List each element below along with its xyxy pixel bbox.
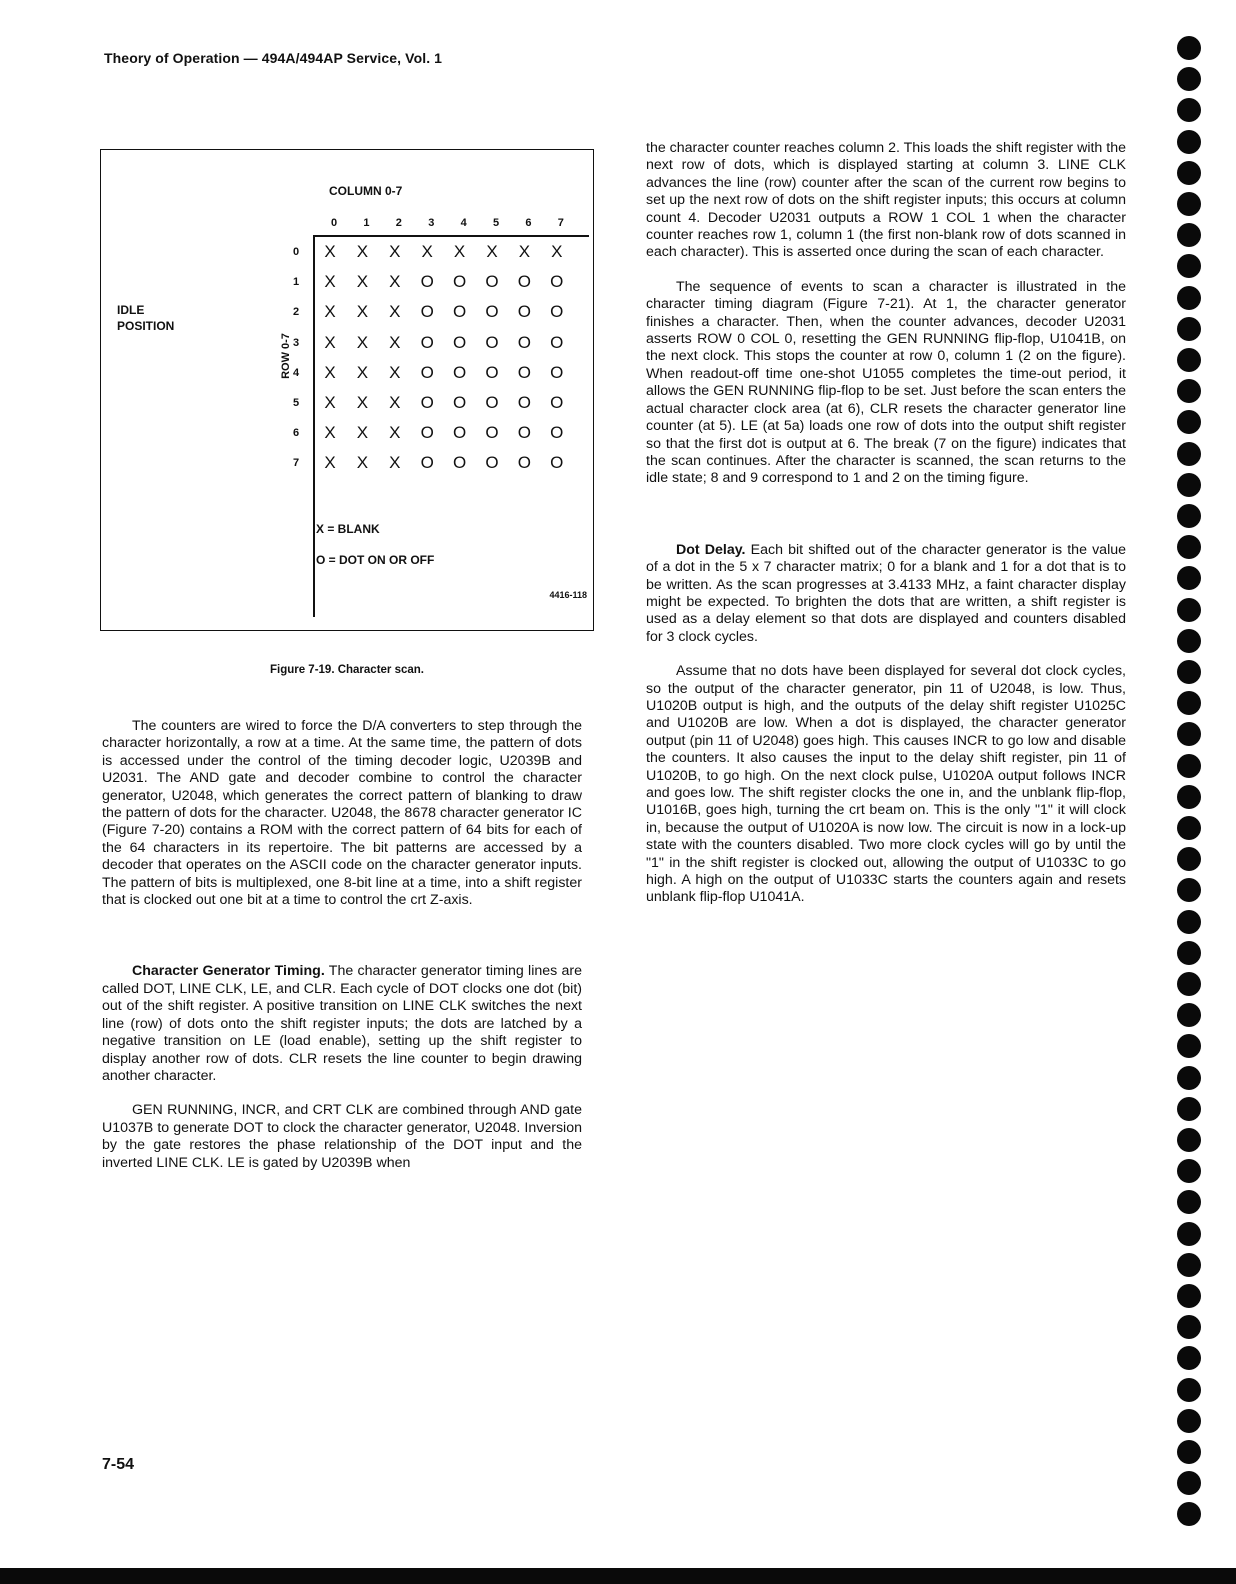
paragraph: The counters are wired to force the D/A converters to step through the character horizontally, a row at a time. At the same time, the pattern of dots is accessed under the control of the timing decoder logic, U2039B and U2031. The AND gate and decoder combine to control the character generator, U2048, which generates the correct pattern of blanking to draw the pattern of dots for the character. U2048, the 8678 character generator IC (Figure 7-20) contains a ROM with the correct pattern of 64 bits for each of the 64 characters in its repertoire. The bit patterns are accessed by a decoder that operates on the ASCII code on the character generator inputs. The pattern of bits is multiplexed, one 8-bit line at a time, into a shift register that is clocked out one bit at a time to control the crt Z-axis. — [102, 718, 582, 909]
binder-hole — [1177, 130, 1201, 154]
binder-hole — [1177, 379, 1201, 403]
binder-hole — [1177, 1315, 1201, 1339]
left-column — [102, 718, 582, 1172]
row-number: 0 — [293, 246, 300, 258]
binder-hole — [1177, 1128, 1201, 1152]
column-number: 6 — [525, 217, 532, 229]
binder-hole — [1177, 754, 1201, 778]
binder-hole — [1177, 1409, 1201, 1433]
row-number: 5 — [293, 397, 300, 409]
matrix-cell: O — [550, 362, 564, 382]
binder-holes — [1177, 36, 1207, 1566]
paragraph-heading: Character Generator Timing. — [132, 963, 325, 980]
column-number: 2 — [395, 217, 402, 229]
matrix-cell: O — [420, 332, 434, 352]
binder-hole — [1177, 254, 1201, 278]
matrix-cell: O — [517, 272, 531, 292]
matrix-cell: O — [420, 423, 434, 443]
row-number: 4 — [293, 366, 300, 379]
matrix-cell: X — [389, 242, 401, 261]
matrix-cell: X — [356, 393, 369, 412]
binder-hole — [1177, 1253, 1201, 1277]
matrix-cell: O — [452, 453, 467, 473]
matrix-cell: X — [356, 332, 369, 352]
matrix-cell: X — [324, 332, 336, 352]
matrix-cell: X — [551, 242, 563, 261]
matrix-cell: X — [356, 242, 369, 261]
matrix-cell: X — [389, 272, 401, 292]
matrix-cell: X — [421, 242, 433, 261]
binder-hole — [1177, 161, 1201, 185]
column-number: 4 — [460, 217, 467, 229]
matrix-cell: X — [324, 242, 336, 261]
matrix-cell: O — [485, 393, 499, 412]
matrix-cell: O — [517, 423, 531, 443]
matrix-cell: O — [550, 272, 564, 292]
matrix-cell: O — [420, 453, 434, 473]
binder-hole — [1177, 442, 1201, 466]
binder-hole — [1177, 878, 1201, 902]
matrix-cell: O — [452, 393, 467, 412]
binder-hole — [1177, 67, 1201, 91]
binder-hole — [1177, 910, 1201, 934]
matrix-cell: O — [420, 272, 434, 292]
binder-hole — [1177, 1159, 1201, 1183]
figure-code: 4416-118 — [549, 590, 587, 600]
legend-dot: O = DOT ON OR OFF — [316, 553, 435, 567]
matrix-cell: X — [356, 272, 369, 292]
matrix-cell: O — [550, 393, 564, 412]
row-number: 3 — [293, 336, 300, 349]
matrix-cell: X — [324, 302, 336, 322]
matrix-cell: X — [389, 423, 401, 443]
binder-hole — [1177, 847, 1201, 871]
binder-hole — [1177, 1066, 1201, 1090]
binder-hole — [1177, 1440, 1201, 1464]
binder-hole — [1177, 36, 1201, 60]
column-number: 3 — [428, 217, 435, 229]
figure-caption: Figure 7-19. Character scan. — [269, 664, 425, 676]
binder-hole — [1177, 941, 1201, 965]
page-number: 7-54 — [102, 1456, 135, 1473]
binder-hole — [1177, 348, 1201, 372]
binder-hole — [1177, 1190, 1201, 1214]
matrix-cell: X — [324, 393, 336, 412]
binder-hole — [1177, 1097, 1201, 1121]
binder-hole — [1177, 785, 1201, 809]
matrix-cell: X — [389, 453, 401, 473]
binder-hole — [1177, 722, 1201, 746]
running-header: Theory of Operation — 494A/494AP Service, Vol. 1 — [104, 50, 443, 66]
matrix-cell: O — [452, 362, 467, 382]
binder-hole — [1177, 691, 1201, 715]
right-column — [646, 140, 1126, 907]
paragraph-body: Each bit shifted out of the character generator is the value of a dot in the 5 x 7 character matrix; 0 for a blank and 1 for a dot that is to be written. As the scan progresses at 3.4133 MHz, a faint character display might be expected. To brighten the dots that are written, a shift register is used as a delay element so that dots are displayed and counters disabled for 3 clock cycles. — [646, 541, 1126, 645]
column-number: 0 — [331, 217, 338, 229]
binder-hole — [1177, 660, 1201, 684]
binder-hole — [1177, 1471, 1201, 1495]
matrix-cell: O — [420, 362, 434, 382]
row-number: 2 — [293, 306, 300, 319]
legend-blank: X = BLANK — [316, 522, 380, 536]
matrix-cell: X — [389, 302, 401, 322]
column-number: 1 — [363, 217, 370, 229]
binder-hole — [1177, 566, 1201, 590]
binder-hole — [1177, 473, 1201, 497]
matrix-cell: X — [453, 242, 466, 261]
column-number: 5 — [493, 217, 500, 229]
matrix-cell: O — [485, 453, 499, 473]
bottom-edge-bar — [0, 1568, 1236, 1584]
matrix-cell: O — [420, 302, 434, 322]
binder-hole — [1177, 286, 1201, 310]
matrix-cell: X — [356, 453, 369, 473]
matrix-cell: X — [389, 393, 401, 412]
paragraph: the character counter reaches column 2. This loads the shift register with the next row of dots, which is displayed starting at column 3. LINE CLK advances the line (row) counter after the scan of the current row begins to set up the next row of dots on the shift register inputs; this occurs at column count 4. Decoder U2031 outputs a ROW 1 COL 1 when the character counter reaches row 1, column 1 (the first non-blank row of dots scanned in each character). This is asserted once during the scan of each character. — [646, 140, 1126, 261]
binder-hole — [1177, 629, 1201, 653]
paragraph-body: The character generator timing lines are called DOT, LINE CLK, LE, and CLR. Each cycle of DOT clocks one dot (bit) out of the shift register. A positive transition on LINE CLK switches the next line (row) of dots onto the shift register inputs; the dots are latched by a negative transition on LE (load enable), setting up the shift register to display another row of dots. CLR resets the line counter to begin drawing another character. — [102, 963, 582, 1084]
matrix-cell: X — [324, 453, 336, 473]
matrix-cell: X — [389, 332, 401, 352]
row-number: 1 — [293, 276, 300, 289]
figure-character-scan — [100, 149, 594, 631]
matrix-top-rule — [313, 235, 589, 237]
matrix-cell: O — [485, 272, 499, 292]
binder-hole — [1177, 1284, 1201, 1308]
matrix-cell: O — [452, 423, 467, 443]
matrix-cell: X — [324, 362, 336, 382]
binder-hole — [1177, 598, 1201, 622]
column-axis-title: COLUMN 0-7 — [329, 184, 403, 198]
binder-hole — [1177, 192, 1201, 216]
idle-label-line1: IDLE — [117, 303, 145, 317]
matrix-cell: X — [356, 423, 369, 443]
matrix-cell: X — [356, 362, 369, 382]
matrix-cell: O — [517, 453, 531, 473]
matrix-cell: X — [389, 362, 401, 382]
paragraph-heading: Dot Delay. — [676, 541, 746, 558]
matrix-cell: O — [517, 393, 531, 412]
idle-label-line2: POSITION — [117, 319, 175, 333]
matrix-cell: O — [452, 332, 467, 352]
binder-hole — [1177, 1003, 1201, 1027]
binder-hole — [1177, 504, 1201, 528]
matrix-cell: X — [324, 423, 336, 443]
matrix-cell: O — [550, 423, 564, 443]
binder-hole — [1177, 98, 1201, 122]
binder-hole — [1177, 1346, 1201, 1370]
matrix-cell: O — [452, 272, 467, 292]
paragraph: GEN RUNNING, INCR, and CRT CLK are combined through AND gate U1037B to generate DOT to clock the character generator, U2048. Inversion by the gate restores the phase relationship of the DOT input and the inverted LINE CLK. LE is gated by U2039B when — [102, 1102, 582, 1171]
paragraph: The sequence of events to scan a character is illustrated in the character timing diagram (Figure 7-21). At 1, the character generator finishes a character. Then, when the counter advances, decoder U2031 asserts ROW 0 COL 0, resetting the GEN RUNNING flip-flop, U1041B, on the next clock. This stops the counter at row 0, column 1 (2 on the figure). When readout-off time one-shot U1055 completes the time-out period, it allows the GEN RUNNING flip-flop to be set. Just before the scan enters the actual character clock area (at 6), CLR resets the character generator line counter (at 5). LE (at 5a) loads one row of dots into the output shift register so that the first dot is output at 6. The break (7 on the figure) indicates that the scan continues. After the character is scanned, the scan returns to the idle state; 8 and 9 correspond to 1 and 2 on the timing figure. — [646, 278, 1126, 487]
paragraph — [646, 542, 1126, 646]
matrix-cell: O — [550, 332, 564, 352]
row-number: 6 — [293, 427, 300, 440]
idle-position-label — [117, 302, 174, 334]
matrix-cell: O — [517, 302, 531, 322]
row-number: 7 — [293, 457, 300, 470]
matrix-cell: O — [452, 302, 467, 322]
binder-hole — [1177, 1034, 1201, 1058]
matrix-cell: O — [517, 332, 531, 352]
binder-hole — [1177, 223, 1201, 247]
binder-hole — [1177, 535, 1201, 559]
column-numbers — [101, 217, 593, 233]
matrix-cell: O — [517, 362, 531, 382]
binder-hole — [1177, 972, 1201, 996]
binder-hole — [1177, 1378, 1201, 1402]
column-number: 7 — [557, 217, 564, 229]
matrix-cell: O — [420, 393, 434, 412]
binder-hole — [1177, 410, 1201, 434]
matrix-cell: O — [550, 453, 564, 473]
matrix-cell: X — [486, 242, 498, 261]
matrix-cell: O — [485, 362, 499, 382]
matrix-cell: X — [518, 242, 531, 261]
matrix-cell: X — [356, 302, 369, 322]
matrix-cell: O — [485, 332, 499, 352]
binder-hole — [1177, 1222, 1201, 1246]
binder-hole — [1177, 816, 1201, 840]
matrix-cell: X — [324, 272, 336, 292]
paragraph: Assume that no dots have been displayed for several dot clock cycles, so the output of the character generator, pin 11 of U2048, is low. Thus, U1020B output is high, and the outputs of the delay shift register U1025C and U1020B are low. When a dot is displayed, the character generator output (pin 11 of U2048) goes high. This causes INCR to go low and disable the counters. It also causes the input to the delay shift register, pin 11 of U1020B, to go high. On the next clock pulse, U1020A output follows INCR and goes low. The shift register clocks the one in, and the unblank flip-flop, U1016B, goes high, turning the crt beam on. This is the only "1" it will clock in, because the output of U1020A is now low. The circuit is now in a lock-up state with the counters disabled. Two more clock cycles will go by until the "1" in the shift register is clocked out, allowing the output of U1033C to go high. A high on the output of U1033C starts the counters again and resets unblank flip-flop U1041A. — [646, 663, 1126, 906]
matrix-cell: O — [485, 302, 499, 322]
binder-hole — [1177, 1502, 1201, 1526]
binder-hole — [1177, 317, 1201, 341]
row-axis-title: ROW 0-7 — [279, 333, 292, 379]
matrix-cell: O — [550, 302, 564, 322]
paragraph — [102, 963, 582, 1085]
matrix-cell: O — [485, 423, 499, 443]
